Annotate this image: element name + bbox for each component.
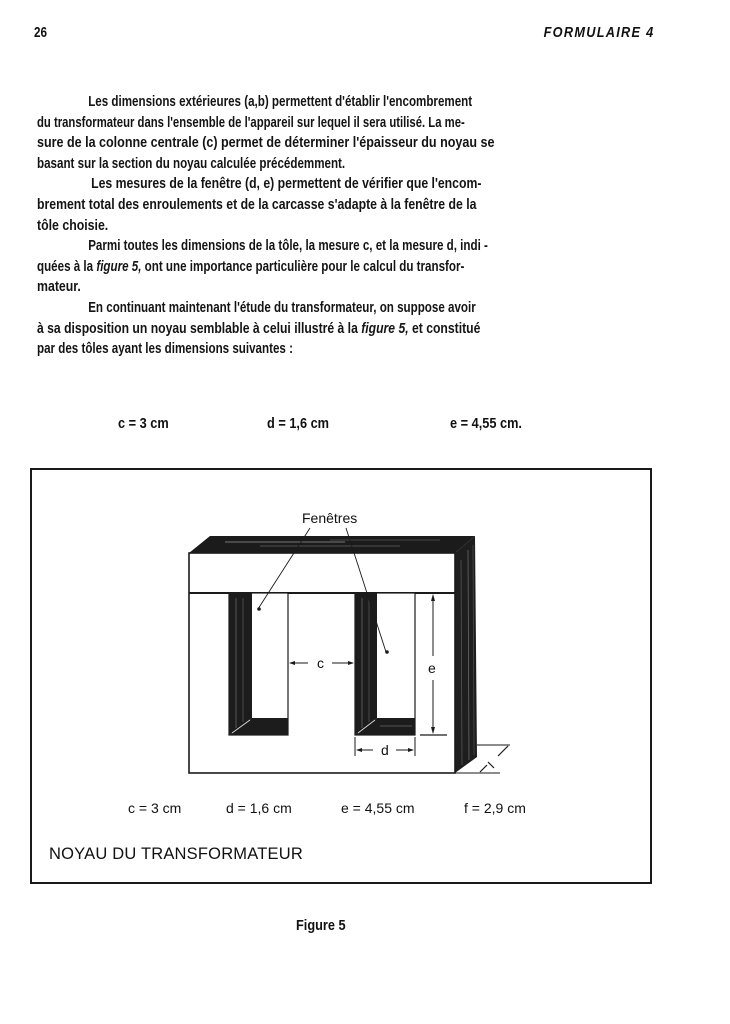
text-line: tôle choisie. [37, 217, 109, 234]
text-run: quées à la [37, 258, 97, 275]
text-line: Parmi toutes les dimensions de la tôle, la mesure c, et la mesure d, indi - [88, 238, 488, 255]
text-line: sure de la colonne centrale (c) permet de déterminer l'épaisseur du noyau se [37, 135, 495, 152]
figure-value-c: c = 3 cm [128, 800, 182, 816]
running-title: FORMULAIRE 4 [543, 24, 654, 41]
text-line: basant sur la section du noyau calculée précédemment. [37, 155, 346, 172]
left-window [229, 593, 288, 735]
windows-label: Fenêtres [302, 510, 358, 526]
figure-title: NOYAU DU TRANSFORMATEUR [49, 845, 303, 863]
leader-dot-right [385, 650, 389, 654]
dimension-d-label: d [381, 742, 389, 758]
text-line: Les dimensions extérieures (a,b) permettent d'établir l'encombrement [88, 94, 473, 110]
dimension-c: c = 3 cm [118, 415, 169, 432]
right-window [355, 593, 415, 735]
dimension-c-label: c [317, 655, 324, 671]
core-top-face [189, 536, 475, 553]
text-run: et constitué [408, 320, 481, 337]
leader-dot-left [257, 607, 261, 611]
figure-reference: figure 5, [96, 258, 142, 275]
text-line: Les mesures de la fenêtre (d, e) permettent de vérifier que l'encom- [91, 176, 482, 193]
dimension-e: e = 4,55 cm. [450, 415, 522, 432]
figure-value-e: e = 4,55 cm [341, 800, 415, 816]
text-line: du transformateur dans l'ensemble de l'appareil sur lequel il sera utilisé. La me- [37, 114, 465, 131]
figure-value-f: f = 2,9 cm [464, 800, 526, 816]
figure-caption: Figure 5 [296, 917, 346, 934]
text-line: En continuant maintenant l'étude du transformateur, on suppose avoir [88, 299, 476, 316]
text-run: à sa disposition un noyau semblable à celui illustré à la [37, 320, 362, 337]
dimension-e-label: e [428, 660, 436, 676]
text-line: brement total des enroulements et de la carcasse s'adapte à la fenêtre de la [37, 196, 477, 213]
text-run: ont une importance particulière pour le calcul du transfor- [141, 258, 465, 275]
dimension-d: d = 1,6 cm [267, 415, 330, 432]
page-number: 26 [34, 24, 48, 41]
figure-value-d: d = 1,6 cm [226, 800, 292, 816]
figure-reference: figure 5, [361, 320, 409, 337]
text-line: par des tôles ayant les dimensions suivantes : [37, 341, 293, 358]
text-line: mateur. [37, 279, 81, 296]
